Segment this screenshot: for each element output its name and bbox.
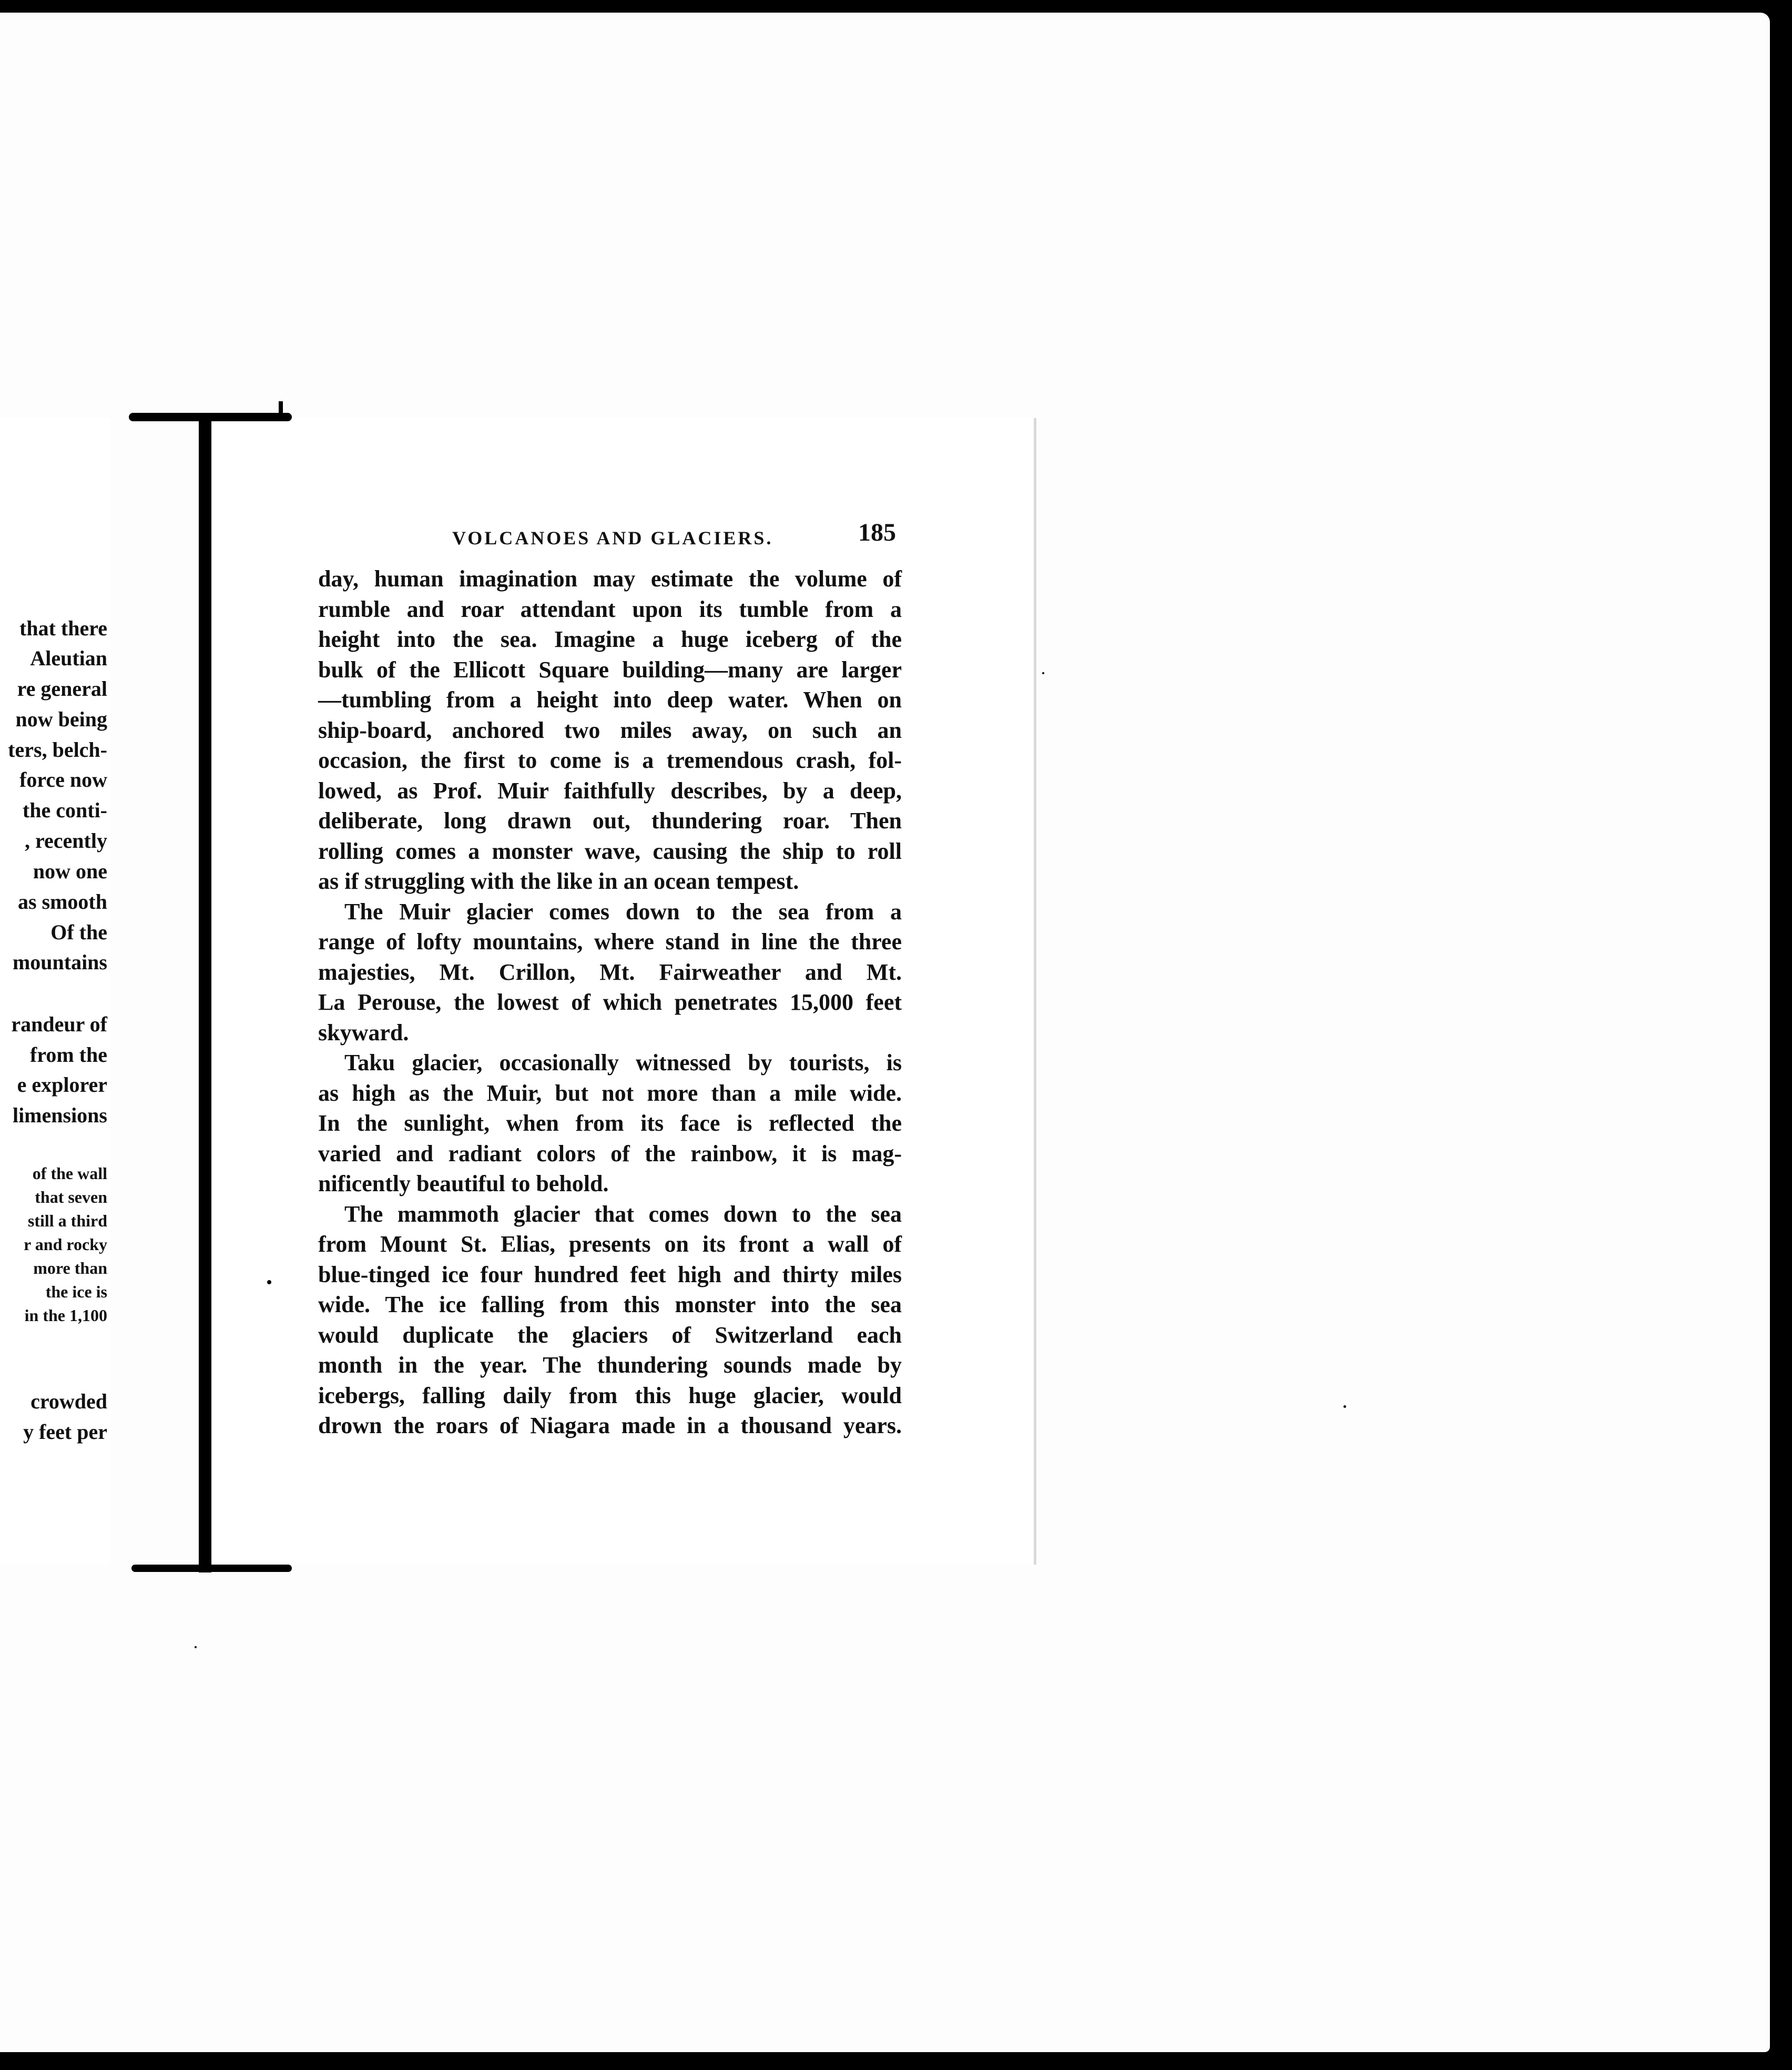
left-facing-page xyxy=(0,418,110,1565)
text-line: occasion, the first to come is a tremendous crash, fol- xyxy=(318,747,902,773)
text-line: deliberate, long drawn out, thundering roar. Then xyxy=(318,808,902,834)
text-line: nificently beautiful to behold. xyxy=(318,1171,609,1196)
text-line: would duplicate the glaciers of Switzerland each xyxy=(318,1322,902,1348)
left-text-fragment: now one xyxy=(33,859,107,883)
text-line: blue-tinged ice four hundred feet high and thirty miles xyxy=(318,1261,902,1287)
text-line: majesties, Mt. Crillon, Mt. Fairweather and Mt. xyxy=(318,959,902,985)
text-line: as high as the Muir, but not more than a mile wide. xyxy=(318,1080,902,1106)
body-text xyxy=(318,564,902,1441)
text-line: wide. The ice falling from this monster into the sea xyxy=(318,1292,902,1317)
margin-speck xyxy=(1343,1405,1346,1408)
text-line: range of lofty mountains, where stand in line the three xyxy=(318,929,902,955)
running-head: VOLCANOES AND GLACIERS. xyxy=(452,527,773,549)
text-line: varied and radiant colors of the rainbow, it is mag- xyxy=(318,1140,902,1166)
text-line: —tumbling from a height into deep water. When on xyxy=(318,687,902,713)
left-text-fragment: , recently xyxy=(25,829,107,853)
margin-speck xyxy=(1042,672,1044,674)
left-text-fragment: re general xyxy=(17,677,107,701)
left-text-fragment: the ice is xyxy=(45,1282,107,1301)
left-text-fragment: still a third xyxy=(27,1211,107,1230)
spine-bar xyxy=(199,421,211,1572)
left-text-fragment: that seven xyxy=(35,1188,107,1206)
text-line: icebergs, falling daily from this huge glacier, would xyxy=(318,1382,902,1408)
text-line: drown the roars of Niagara made in a thousand years. xyxy=(318,1413,902,1438)
left-text-fragment: force now xyxy=(19,768,107,792)
margin-speck xyxy=(195,1646,197,1648)
text-line: rumble and roar attendant upon its tumble from a xyxy=(318,596,902,622)
left-text-fragment: randeur of xyxy=(11,1012,107,1036)
text-line: skyward. xyxy=(318,1019,409,1046)
left-text-fragment: Of the xyxy=(50,920,107,944)
left-text-fragment: r and rocky xyxy=(24,1235,107,1254)
left-text-fragment: more than xyxy=(33,1259,107,1277)
text-line: month in the year. The thundering sounds made by xyxy=(318,1352,902,1378)
left-text-fragment: crowded xyxy=(30,1389,107,1413)
text-line: The mammoth glacier that comes down to the sea xyxy=(344,1201,902,1227)
text-line: day, human imagination may estimate the volume of xyxy=(318,566,902,592)
spine-top-bar xyxy=(129,413,292,421)
text-line: La Perouse, the lowest of which penetrates 15,000 feet xyxy=(318,989,902,1015)
text-line: bulk of the Ellicott Square building—many are larger xyxy=(318,656,902,683)
text-line: The Muir glacier comes down to the sea from a xyxy=(344,898,902,925)
left-text-fragment: now being xyxy=(15,707,107,731)
left-text-fragment: that there xyxy=(19,616,107,640)
text-line: ship-board, anchored two miles away, on such an xyxy=(318,717,902,743)
text-line: lowed, as Prof. Muir faithfully describes, by a deep, xyxy=(318,777,902,804)
text-line: height into the sea. Imagine a huge iceberg of the xyxy=(318,626,902,652)
text-line: Taku glacier, occasionally witnessed by tourists, is xyxy=(344,1050,902,1075)
text-line: from Mount St. Elias, presents on its front a wall of xyxy=(318,1231,902,1257)
text-line: as if struggling with the like in an ocean tempest. xyxy=(318,868,799,894)
text-line: In the sunlight, when from its face is reflected the xyxy=(318,1110,902,1136)
left-text-fragment: of the wall xyxy=(32,1164,107,1183)
spine-bottom-bar xyxy=(131,1565,292,1572)
left-text-fragment: as smooth xyxy=(17,890,107,914)
left-text-fragment: Aleutian xyxy=(30,646,107,670)
left-text-fragment: y feet per xyxy=(23,1420,107,1444)
spine-top-tick xyxy=(279,401,283,414)
margin-speck xyxy=(267,1280,271,1284)
page-number: 185 xyxy=(858,519,896,546)
left-text-fragment: in the 1,100 xyxy=(24,1306,107,1325)
left-text-fragment: limensions xyxy=(12,1103,107,1127)
text-line: rolling comes a monster wave, causing the ship to roll xyxy=(318,838,902,864)
left-text-fragment: the conti- xyxy=(22,798,107,822)
left-text-fragment: mountains xyxy=(12,950,107,974)
left-text-fragment: e explorer xyxy=(17,1073,107,1097)
left-text-fragment: from the xyxy=(30,1043,107,1067)
left-text-fragment: ters, belch- xyxy=(8,738,107,762)
